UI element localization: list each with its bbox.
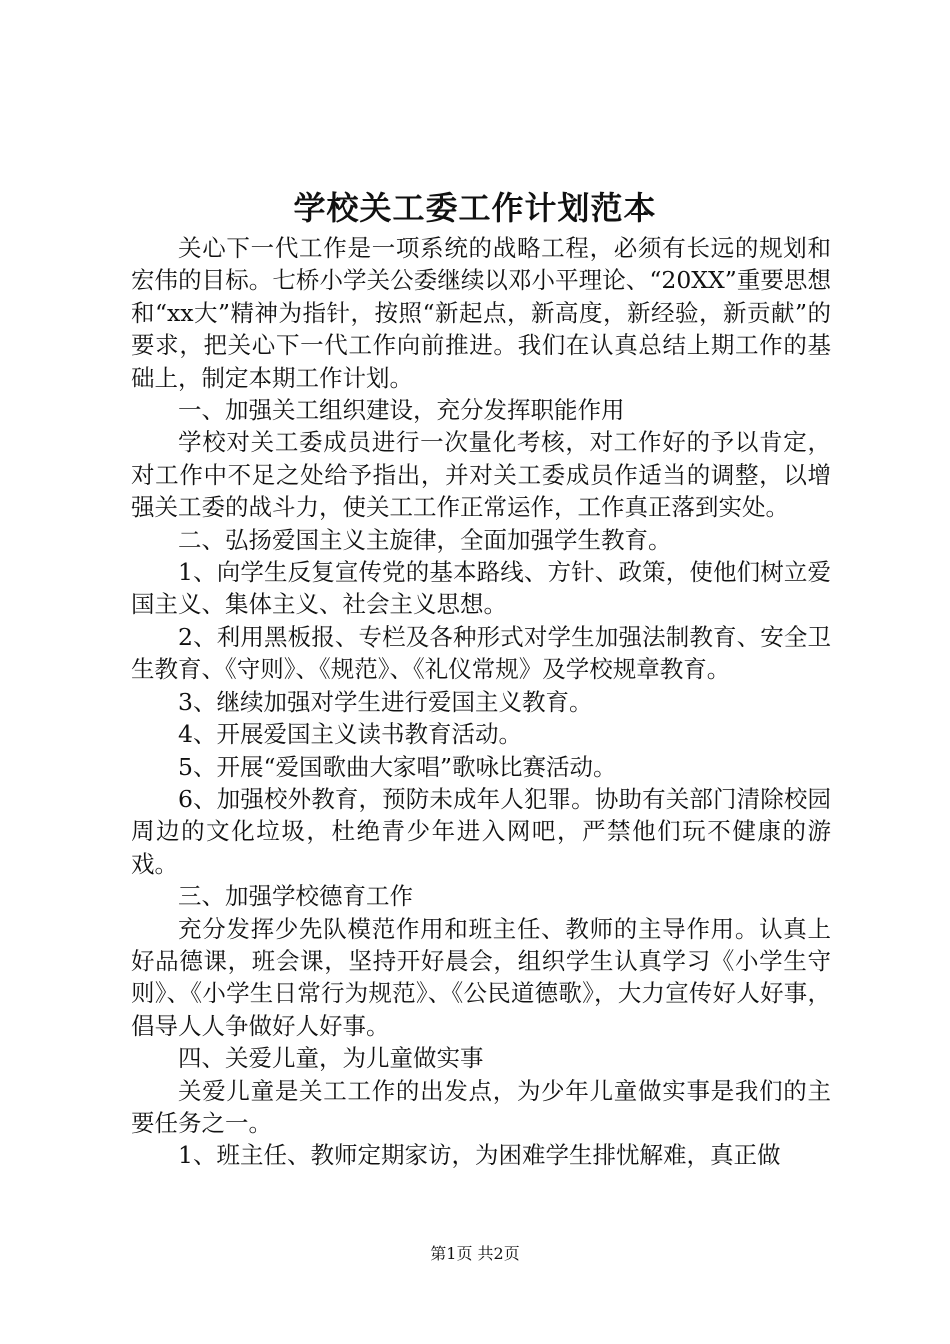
section-heading-1: 一、加强关工组织建设，充分发挥职能作用: [178, 396, 625, 425]
list-item-2-6: 6、加强校外教育，预防未成年人犯罪。协助有关部门清除校园周边的文化垃圾，杜绝青少年进入网吧，严禁他们玩不健康的游戏。: [131, 784, 831, 878]
page-footer: 第1页 共2页: [430, 1244, 520, 1263]
section-heading-3: 三、加强学校德育工作: [178, 882, 413, 911]
list-item-4-1: 1、班主任、教师定期家访，为困难学生排忧解难，真正做: [178, 1141, 781, 1170]
list-item-2-2: 2、利用黑板报、专栏及各种形式对学生加强法制教育、安全卫生教育、《守则》、《规范》、《礼仪常规》及学校规章教育。: [131, 622, 831, 684]
list-item-2-5: 5、开展“爱国歌曲大家唱”歌咏比赛活动。: [178, 752, 617, 781]
paragraph-section-4: 关爱儿童是关工工作的出发点，为少年儿童做实事是我们的主要任务之一。: [131, 1076, 831, 1137]
paragraph-section-1: 学校对关工委成员进行一次量化考核，对工作好的予以肯定，对工作中不足之处给予指出，并对关工委成员作适当的调整，以增强关工委的战斗力，使关工工作正常运作，工作真正落到实处。: [131, 428, 831, 522]
document-body: [131, 232, 831, 1172]
list-item-2-4: 4、开展爱国主义读书教育活动。: [178, 720, 522, 749]
section-heading-2: 二、弘扬爱国主义主旋律，全面加强学生教育。: [178, 525, 672, 554]
paragraph-intro: 关心下一代工作是一项系统的战略工程，必须有长远的规划和宏伟的目标。七桥小学关公委继续以邓小平理论、“20XX”重要思想和“xx大”精神为指针，按照“新起点，新高度，新经验，新贡献”的要求，把关心下一代工作向前推进。我们在认真总结上期工作的基础上，制定本期工作计划。: [131, 234, 831, 392]
list-item-2-1: 1、向学生反复宣传党的基本路线、方针、政策，使他们树立爱国主义、集体主义、社会主义思想。: [131, 558, 831, 619]
list-item-2-3: 3、继续加强对学生进行爱国主义教育。: [178, 687, 593, 716]
section-heading-4: 四、关爱儿童，为儿童做实事: [178, 1044, 484, 1073]
paragraph-section-3: 充分发挥少先队模范作用和班主任、教师的主导作用。认真上好品德课，班会课，坚持开好晨会，组织学生认真学习《小学生守则》、《小学生日常行为规范》、《公民道德歌》，大力宣传好人好事，倡导人人争做好人好事。: [131, 914, 831, 1040]
document-title: 学校关工委工作计划范本: [293, 189, 657, 227]
